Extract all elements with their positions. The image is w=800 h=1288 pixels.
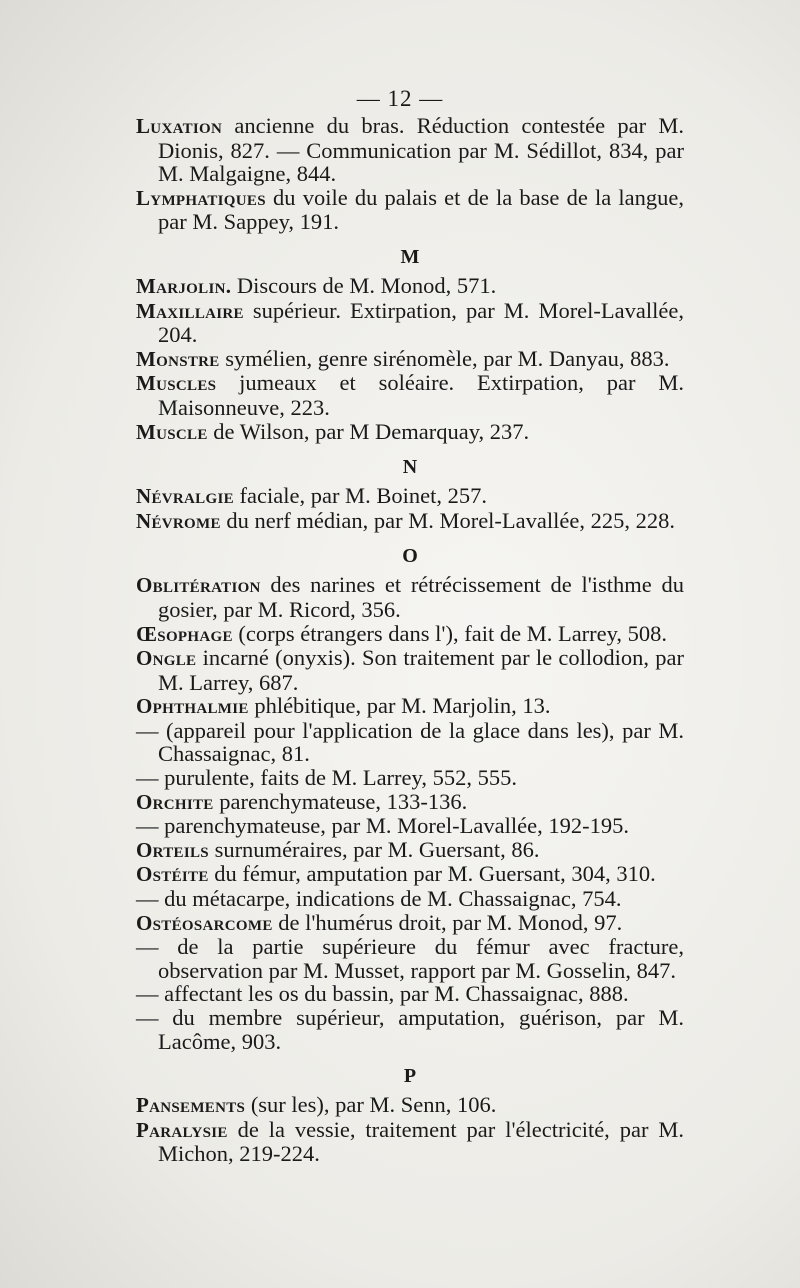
index-entry	[136, 509, 684, 534]
index-entry	[136, 1006, 684, 1053]
entry-headword: Muscle	[136, 419, 208, 444]
entry-text: — parenchymateuse, par M. Morel-Lavallée, 192-195.	[136, 813, 629, 839]
entry-headword: Ostéite	[136, 862, 209, 887]
index-entry	[136, 484, 684, 509]
entry-text: — purulente, faits de M. Larrey, 552, 555.	[136, 765, 517, 791]
index-entry	[136, 790, 684, 815]
entry-text: du voile du palais et de la base de la langue, par M. Sappey, 191.	[158, 184, 684, 235]
index-entry	[136, 1118, 684, 1166]
entry-text: — du membre supérieur, amputation, guérison, par M. Lacôme, 903.	[136, 1005, 684, 1054]
entry-text: surnuméraires, par M. Guersant, 86.	[208, 836, 540, 862]
index-entry	[136, 694, 684, 719]
index-entry	[136, 935, 684, 982]
entry-text: ancienne du bras. Réduction contestée par M. Dionis, 827. — Communication par M. Sédillot, 834, par M. Malgaigne, 844.	[158, 113, 684, 187]
entry-text: supérieur. Extirpation, par M. Morel-Lavallée, 204.	[158, 297, 684, 348]
index-entry	[136, 766, 684, 790]
section-o	[136, 573, 684, 1053]
section-letter-m: M	[400, 245, 420, 268]
index-entry	[136, 887, 684, 911]
entry-headword: Muscles	[136, 371, 217, 396]
entry-headword: Œsophage	[136, 621, 233, 646]
section-n	[136, 484, 684, 533]
entry-text: faciale, par M. Boinet, 257.	[233, 483, 487, 509]
entry-headword: Ongle	[136, 646, 197, 671]
entry-text: de l'humérus droit, par M. Monod, 97.	[272, 909, 623, 935]
index-entry	[136, 274, 684, 299]
entry-text: (sur les), par M. Senn, 106.	[245, 1092, 497, 1118]
index-entry	[136, 982, 684, 1006]
entry-headword: Oblitération	[136, 573, 261, 598]
entry-text: incarné (onyxis). Son traitement par le collodion, par M. Larrey, 687.	[158, 645, 684, 695]
section-p	[136, 1093, 684, 1166]
entry-headword: Orchite	[136, 789, 214, 814]
entry-text: du fémur, amputation par M. Guersant, 304, 310.	[208, 861, 656, 887]
entry-text: des narines et rétrécissement de l'isthme du gosier, par M. Ricord, 356.	[158, 572, 684, 622]
section-letter-n: N	[402, 456, 418, 479]
section-l	[136, 114, 684, 234]
entry-headword: Ophthalmie	[136, 694, 249, 719]
index-entry	[136, 186, 684, 234]
entry-headword: Névrome	[136, 508, 221, 533]
index-entry	[136, 299, 684, 347]
index-entry	[136, 646, 684, 694]
entry-text: — de la partie supérieure du fémur avec fracture, observation par M. Musset, rapport par M. Gosselin, 847.	[136, 934, 684, 983]
entry-headword: Luxation	[136, 114, 223, 138]
index-entry	[136, 347, 684, 372]
index-entry	[136, 622, 684, 647]
page-number: — 12 —	[356, 86, 444, 111]
entry-headword: Paralysie	[136, 1117, 228, 1142]
entry-headword: Maxillaire	[136, 298, 244, 323]
entry-headword: Ostéosarcome	[136, 910, 273, 935]
entry-text: Discours de M. Monod, 571.	[231, 272, 497, 298]
index-entry	[136, 814, 684, 838]
index-entry	[136, 420, 684, 445]
entry-text: symélien, genre sirénomèle, par M. Danyau, 883.	[219, 345, 670, 371]
entry-text: de la vessie, traitement par l'électricité, par M. Michon, 219-224.	[158, 1116, 684, 1167]
index-entry	[136, 1093, 684, 1118]
entry-text: parenchymateuse, 133-136.	[213, 788, 468, 814]
index-column	[136, 114, 684, 1166]
section-m	[136, 274, 684, 444]
entry-headword: Pansements	[136, 1093, 246, 1118]
entry-text: jumeaux et soléaire. Extirpation, par M. Maisonneuve, 223.	[158, 370, 684, 420]
entry-text: — affectant les os du bassin, par M. Chassaignac, 888.	[136, 981, 629, 1007]
entry-headword: Monstre	[136, 346, 220, 371]
entry-text: — (appareil pour l'application de la glace dans les), par M. Chassaignac, 81.	[136, 717, 684, 767]
index-entry	[136, 371, 684, 419]
entry-text: (corps étrangers dans l'), fait de M. Larrey, 508.	[232, 620, 668, 646]
index-entry	[136, 862, 684, 887]
entry-headword: Lymphatiques	[136, 185, 266, 210]
entry-headword: Marjolin.	[136, 273, 232, 298]
entry-headword: Orteils	[136, 837, 209, 862]
entry-text: du nerf médian, par M. Morel-Lavallée, 225, 228.	[220, 507, 675, 533]
entry-text: phlébitique, par M. Marjolin, 13.	[248, 693, 551, 719]
index-entry	[136, 719, 684, 766]
section-letter-o: O	[402, 545, 418, 568]
entry-text: — du métacarpe, indications de M. Chassaignac, 754.	[136, 886, 622, 912]
entry-headword: Névralgie	[136, 484, 234, 509]
index-entry	[136, 114, 684, 186]
index-entry	[136, 838, 684, 863]
section-letter-p: P	[403, 1065, 417, 1088]
index-entry	[136, 911, 684, 936]
index-entry	[136, 573, 684, 621]
entry-text: de Wilson, par M Demarquay, 237.	[207, 418, 530, 444]
